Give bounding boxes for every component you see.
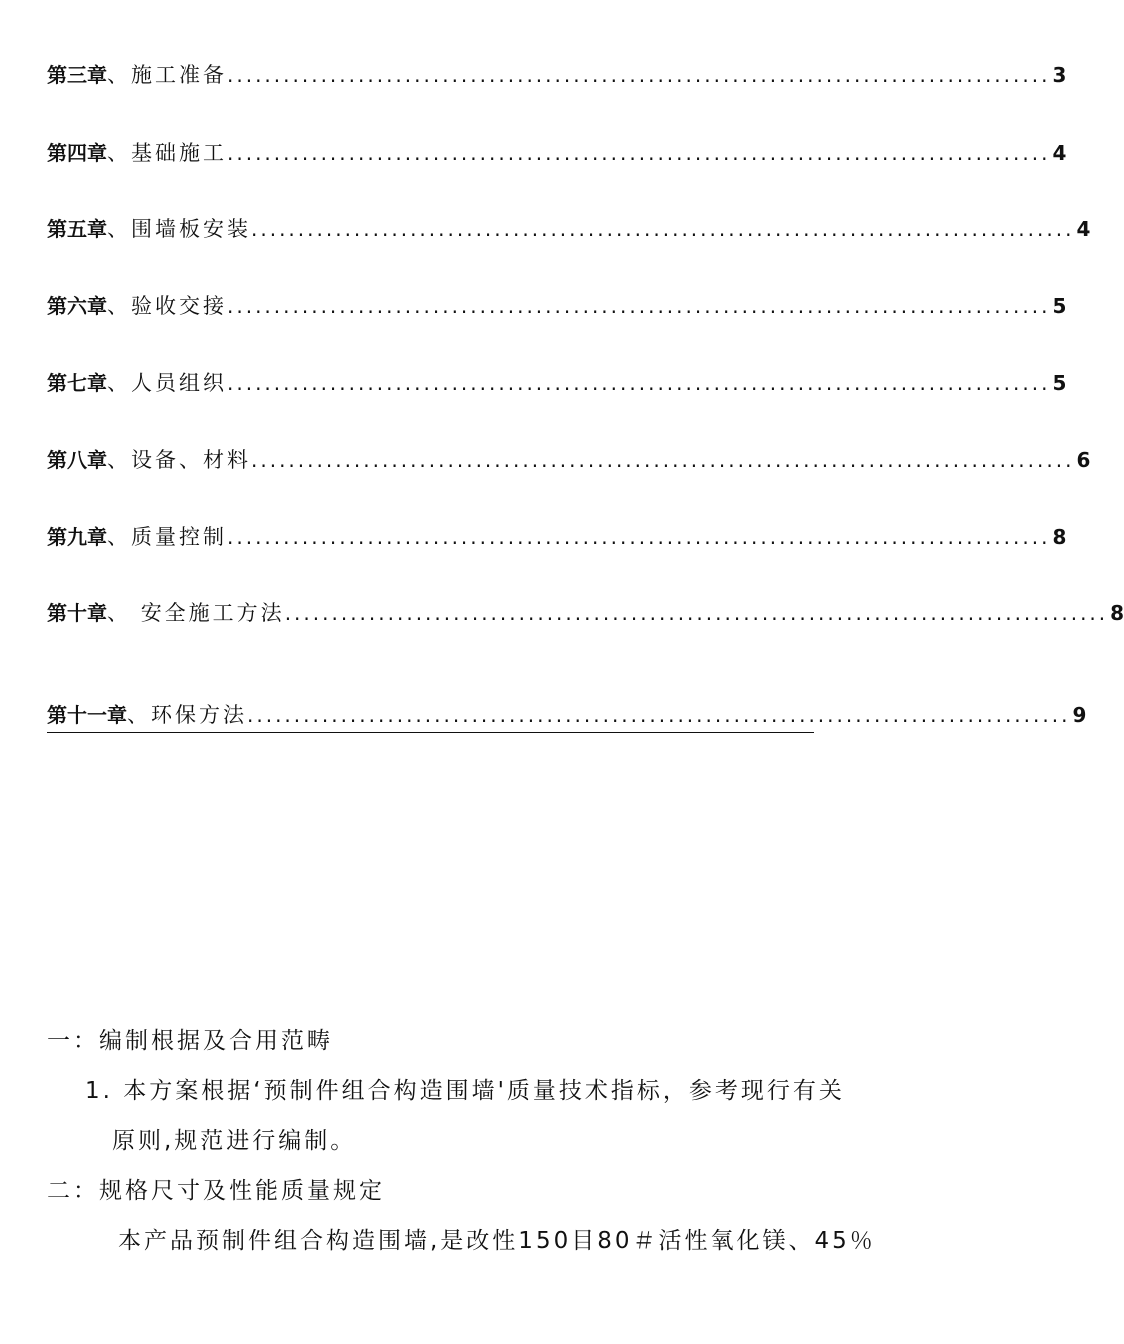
toc-chapter-label: 第五章 bbox=[47, 217, 107, 241]
toc-separator: 、 bbox=[107, 601, 141, 625]
toc-leader-dots: ........................................................................................ bbox=[227, 371, 1051, 395]
toc-separator: 、 bbox=[107, 294, 131, 318]
section-2-paragraph-line-1: 本产品预制件组合构造围墙,是改性150目80＃活性氧化镁、45％ bbox=[118, 1228, 876, 1254]
toc-chapter-title: 人员组织 bbox=[131, 371, 227, 395]
toc-page-number: 9 bbox=[1072, 703, 1087, 727]
toc-page-number: 3 bbox=[1052, 63, 1067, 87]
toc-separator: 、 bbox=[107, 141, 131, 165]
toc-leader-dots: ........................................................................................ bbox=[247, 703, 1071, 727]
toc-entry-chapter-4[interactable] bbox=[47, 136, 1067, 170]
section-1-item-1-line-2: 原则,规范进行编制。 bbox=[112, 1128, 357, 1154]
toc-entry-chapter-6[interactable] bbox=[47, 289, 1067, 323]
toc-separator: 、 bbox=[107, 217, 131, 241]
toc-page-number: 5 bbox=[1052, 371, 1067, 395]
toc-chapter-label: 第十一章 bbox=[47, 703, 127, 727]
toc-chapter-label: 第八章 bbox=[47, 448, 107, 472]
toc-page-number: 4 bbox=[1052, 141, 1067, 165]
toc-entry-chapter-10[interactable] bbox=[47, 596, 1124, 630]
toc-separator: 、 bbox=[107, 525, 131, 549]
toc-separator: 、 bbox=[107, 448, 131, 472]
toc-leader-dots: ........................................................................................ bbox=[227, 294, 1051, 318]
toc-chapter-title: 验收交接 bbox=[131, 294, 227, 318]
toc-chapter-title: 基础施工 bbox=[131, 141, 227, 165]
toc-leader-dots: ........................................................................................ bbox=[251, 217, 1075, 241]
toc-entry-chapter-3[interactable] bbox=[47, 58, 1067, 92]
toc-separator: 、 bbox=[107, 63, 131, 87]
toc-separator: 、 bbox=[127, 703, 151, 727]
toc-chapter-title: 质量控制 bbox=[131, 525, 227, 549]
toc-chapter-label: 第七章 bbox=[47, 371, 107, 395]
toc-chapter-title: 安全施工方法 bbox=[140, 601, 285, 625]
toc-leader-dots: ........................................................................................ bbox=[284, 601, 1109, 625]
toc-leader-dots: ........................................................................................ bbox=[251, 448, 1075, 472]
toc-chapter-label: 第六章 bbox=[47, 294, 107, 318]
toc-chapter-title: 施工准备 bbox=[131, 63, 227, 87]
toc-page-number: 5 bbox=[1052, 294, 1067, 318]
toc-page-number: 8 bbox=[1052, 525, 1067, 549]
toc-separator: 、 bbox=[107, 371, 131, 395]
toc-leader-dots: ........................................................................................ bbox=[227, 141, 1051, 165]
section-2-heading: 二：规格尺寸及性能质量规定 bbox=[47, 1178, 385, 1204]
section-1-item-1-line-1: 1. 本方案根据‘预制件组合构造围墙'质量技术指标，参考现行有关 bbox=[85, 1078, 845, 1104]
toc-chapter-label: 第三章 bbox=[47, 63, 107, 87]
toc-chapter-label: 第九章 bbox=[47, 525, 107, 549]
toc-chapter-title: 环保方法 bbox=[151, 703, 247, 727]
toc-page-number: 8 bbox=[1110, 601, 1124, 625]
toc-entry-chapter-11[interactable] bbox=[47, 698, 1087, 733]
toc-page-number: 6 bbox=[1076, 448, 1091, 472]
toc-chapter-title: 设备、材料 bbox=[131, 448, 251, 472]
toc-entry-chapter-8[interactable] bbox=[47, 443, 1091, 477]
section-1-heading: 一：编制根据及合用范畴 bbox=[47, 1028, 333, 1054]
toc-entry-chapter-5[interactable] bbox=[47, 212, 1091, 246]
toc-page-number: 4 bbox=[1076, 217, 1091, 241]
toc-leader-dots: ........................................................................................ bbox=[227, 63, 1051, 87]
toc-entry-chapter-7[interactable] bbox=[47, 366, 1067, 400]
toc-entry-chapter-9[interactable] bbox=[47, 520, 1067, 554]
toc-chapter-title: 围墙板安装 bbox=[131, 217, 251, 241]
toc-chapter-label: 第十章 bbox=[47, 601, 107, 625]
toc-chapter-label: 第四章 bbox=[47, 141, 107, 165]
toc-leader-dots: ........................................................................................ bbox=[227, 525, 1051, 549]
